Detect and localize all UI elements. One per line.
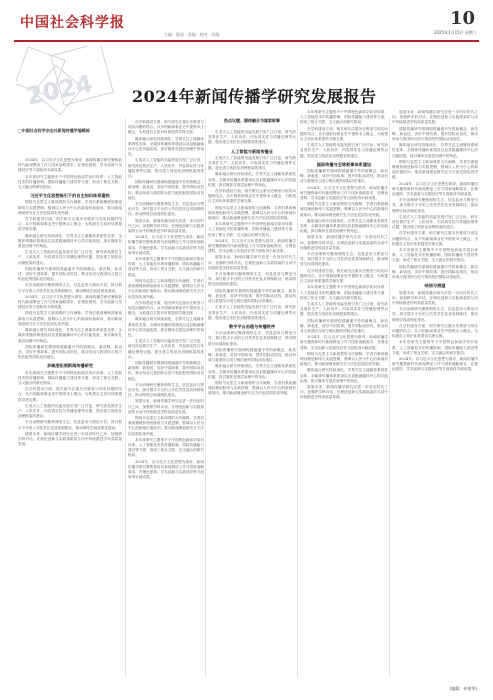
paragraph: 生成式人工智能的迅猛发展引发广泛讨论，研究涉及算法生产、人机协作、内容真实性与传播伦理等议题，提出建立规范化治理框架的建议。 — [208, 155, 296, 171]
paragraph: 在学科建设方面，相关研究注重历史维度与现实问题的结合，从中国新闻事业史中提炼本土概念，为构建自主知识体系提供学理支撑。 — [18, 217, 122, 232]
paragraph: 围绕马克思主义新闻观的当代阐释，学者们系统梳理其理论脉络与实践逻辑，强调以人民为中心的新闻价值取向，推动新闻理论研究在方法论层面实现突破。 — [128, 415, 204, 436]
column-divider — [297, 118, 298, 678]
paragraph: 平台治理研究聚焦网络生态、信息茧房与舆论引导，探讨数字平台的公共性责任及其规制路径，推动网络空间清朗化建设。 — [300, 252, 388, 267]
paragraph: 国际传播研究强调构建融通中外的新概念、新范畴、新表述，讲好中国故事，提升国际话语权，推动形成与我国综合国力相匹配的国际话语地位。 — [300, 318, 388, 333]
page-number: 10 — [449, 8, 475, 29]
paragraph: 生成式人工智能的迅猛发展引发广泛讨论，研究涉及算法生产、人机协作、内容真实性与传播伦理等议题，提出建立规范化治理框架的建议。 — [18, 403, 122, 419]
paragraph: 围绕马克思主义新闻观的当代阐释，学者们系统梳理其理论脉络与实践逻辑，强调以人民为中心的新闻价值取向，推动新闻理论研究在方法论层面实现突破。 — [128, 278, 204, 299]
hero-year: 2024 — [23, 69, 95, 111]
paragraph: 生成式人工智能的迅猛发展引发广泛讨论，研究涉及算法生产、人机协作、内容真实性与传播伦理等议题，提出建立规范化治理框架的建议。 — [392, 214, 478, 230]
paragraph: 平台治理研究聚焦网络生态、信息茧房与舆论引导，探讨数字平台的公共性责任及其规制路径，推动网络空间清朗化建设。 — [208, 272, 296, 287]
newspaper-title: 中国社会科学报 — [20, 15, 125, 31]
paragraph: 生成式人工智能的迅猛发展引发广泛讨论，研究涉及算法生产、人机协作、内容真实性与传播伦理等议题，提出建立规范化治理框架的建议。 — [208, 305, 296, 320]
paragraph: 平台治理研究聚焦网络生态、信息茧房与舆论引导，探讨数字平台的公共性责任及其规制路径，推动网络空间清朗化建设。 — [208, 331, 296, 346]
article-author: □中国社会科学杂志社新闻传播学编辑部 — [18, 128, 90, 133]
body-column-1 — [18, 158, 122, 678]
paragraph: 平台治理研究聚焦网络生态、信息茧房与舆论引导，探讨数字平台的公共性责任及其规制路径，推动网络空间清朗化建设。 — [18, 420, 122, 430]
paragraph: 本年度研究主题集中于中国特色新闻学知识体系、人工智能技术的传播影响、国际传播能力建设等方面，形成了相互关联、交叉融合的研究格局。 — [392, 248, 478, 263]
paragraph: 生成式人工智能的迅猛发展引发广泛讨论，研究涉及算法生产、人机协作、内容真实性与传播伦理等议题，提出建立规范化治理框架的建议。 — [128, 158, 204, 179]
paragraph: 平台治理研究聚焦网络生态、信息茧房与舆论引导，探讨数字平台的公共性责任及其规制路径，推动网络空间清朗化建设。 — [18, 283, 122, 293]
paragraph: 2024年，以习近平文化思想为指导，新闻传播学研究聚焦新时代新闻舆论工作与国家战略需求，在理论建构、学术创新与实践回应等方面取得丰硕成果。 — [208, 238, 296, 254]
paragraph: 围绕马克思主义新闻观的当代阐释，学者们系统梳理其理论脉络与实践逻辑，强调以人民为中心的新闻价值取向，推动新闻理论研究在方法论层面实现突破。 — [18, 311, 122, 326]
paragraph: 在学科建设方面，相关研究注重历史维度与现实问题的结合，从中国新闻事业史中提炼本土概念，为构建自主知识体系提供学理支撑。 — [128, 120, 204, 135]
paragraph: 展望未来，新闻传播学研究应进一步回应时代之问，加强跨学科对话，在理论创新与实践探索的互动中持续推进学科高质量发展。 — [300, 384, 388, 400]
paragraph: 媒体融合研究持续深化，学界关注主流媒体系统性变革、全媒体传播体系建设以及县级融媒体中心的功能拓展，探讨媒体在基层治理中的角色。 — [208, 364, 296, 379]
paragraph: 国际传播研究强调构建融通中外的新概念、新范畴、新表述，讲好中国故事，提升国际话语权，推动形成与我国综合国力相匹配的国际话语地位。 — [300, 169, 388, 184]
paragraph: 媒体融合研究持续深化，学界关注主流媒体系统性变革、全媒体传播体系建设以及县级融媒体中心的功能拓展，探讨媒体在基层治理中的角色。 — [128, 317, 204, 337]
paragraph: 国际传播研究强调构建融通中外的新概念、新范畴、新表述，讲好中国故事，提升国际话语权，推动形成与我国综合国力相匹配的国际话语地位。 — [208, 347, 296, 363]
paragraph: 生成式人工智能的迅猛发展引发广泛讨论，研究涉及算法生产、人机协作、内容真实性与传播伦理等议题，提出建立规范化治理框架的建议。 — [300, 301, 388, 317]
section-heading: 多维度拓展新闻传播研究 — [46, 363, 94, 369]
paragraph: 本年度研究主题集中于中国特色新闻学知识体系、人工智能技术的传播影响、国际传播能力建设等方面，形成了相互关联、交叉融合的研究格局。 — [392, 340, 478, 355]
paragraph: 本年度研究主题集中于中国特色新闻学知识体系、人工智能技术的传播影响、国际传播能力建设等方面，形成了相互关联、交叉融合的研究格局。 — [128, 437, 204, 458]
paragraph: 国际传播研究强调构建融通中外的新概念、新范畴、新表述，讲好中国故事，提升国际话语权，推动形成与我国综合国力相匹配的国际话语地位。 — [18, 344, 122, 360]
paragraph: 2024年，以习近平文化思想为指导，新闻传播学研究聚焦新时代新闻舆论工作与国家战略需求，在理论建构、学术创新与实践回应等方面取得丰硕成果。 — [392, 356, 478, 372]
paragraph: 本年度研究主题集中于中国特色新闻学知识体系、人工智能技术的传播影响、国际传播能力建设等方面，形成了相互关联、交叉融合的研究格局。 — [300, 285, 388, 300]
masthead — [14, 6, 479, 38]
issue-date: 2025年1月15日 星期三 — [433, 30, 477, 35]
section-heading: 数字平台治理与传播秩序 — [228, 323, 276, 329]
paragraph: 媒体融合研究持续深化，学界关注主流媒体系统性变革、全媒体传播体系建设以及县级融媒体中心的功能拓展，探讨媒体在基层治理中的角色。 — [392, 143, 478, 158]
paragraph: 围绕马克思主义新闻观的当代阐释，学者们系统梳理其理论脉络与实践逻辑，强调以人民为中心的新闻价值取向，推动新闻理论研究在方法论层面实现突破。 — [300, 351, 388, 367]
paragraph: 国际传播研究强调构建融通中外的新概念、新范畴、新表述，讲好中国故事，提升国际话语权，推动形成与我国综合国力相匹配的国际话语地位。 — [128, 360, 204, 381]
body-column-4 — [300, 110, 388, 680]
paragraph: 围绕马克思主义新闻观的当代阐释，学者们系统梳理其理论脉络与实践逻辑，强调以人民为中心的新闻价值取向，推动新闻理论研究在方法论层面实现突破。 — [208, 205, 296, 221]
paragraph: 媒体融合研究持续深化，学界关注主流媒体系统性变革、全媒体传播体系建设以及县级融媒体中心的功能拓展，探讨媒体在基层治理中的角色。 — [18, 328, 122, 343]
paragraph: 2024年，以习近平文化思想为指导，新闻传播学研究聚焦新时代新闻舆论工作与国家战略需求，在理论建构、学术创新与实践回应等方面取得丰硕成果。 — [300, 185, 388, 201]
section-byline: 热点议题、媒体融合与国家叙事 — [224, 118, 280, 123]
paragraph: 生成式人工智能的迅猛发展引发广泛讨论，研究涉及算法生产、人机协作、内容真实性与传播伦理等议题，提出建立规范化治理框架的建议。 — [208, 130, 296, 145]
paragraph: 在学科建设方面，相关研究注重历史维度与现实问题的结合，从中国新闻事业史中提炼本土概念，为构建自主知识体系提供学理支撑。 — [300, 126, 388, 142]
paragraph: 在学科建设方面，相关研究注重历史维度与现实问题的结合，从中国新闻事业史中提炼本土概念，为构建自主知识体系提供学理支撑。 — [392, 323, 478, 339]
paragraph: 平台治理研究聚焦网络生态、信息茧房与舆论引导，探讨数字平台的公共性责任及其规制路径，推动网络空间清朗化建设。 — [128, 382, 204, 398]
paragraph: 国际传播研究强调构建融通中外的新概念、新范畴、新表述，讲好中国故事，提升国际话语权，推动形成与我国综合国力相匹配的国际话语地位。 — [18, 266, 122, 282]
paragraph: 围绕马克思主义新闻观的当代阐释，学者们系统梳理其理论脉络与实践逻辑，强调以人民为中心的新闻价值取向，推动新闻理论研究在方法论层面实现突破。 — [392, 159, 478, 180]
hero-graphic — [16, 46, 120, 122]
paragraph: 在学科建设方面，相关研究注重历史维度与现实问题的结合，从中国新闻事业史中提炼本土概念，为构建自主知识体系提供学理支撑。 — [392, 231, 478, 246]
paragraph: 生成式人工智能的迅猛发展引发广泛讨论，研究涉及算法生产、人机协作、内容真实性与传播伦理等议题，提出建立规范化治理框架的建议。 — [128, 339, 204, 359]
paragraph: 媒体融合研究持续深化，学界关注主流媒体系统性变革、全媒体传播体系建设以及县级融媒体中心的功能拓展，探讨媒体在基层治理中的角色。 — [18, 233, 122, 249]
paragraph: 2024年，以习近平文化思想为指导，新闻传播学研究聚焦新时代新闻舆论工作与国家战略需求，在理论建构、学术创新与实践回应等方面取得丰硕成果。 — [18, 158, 122, 173]
paragraph: 围绕马克思主义新闻观的当代阐释，学者们系统梳理其理论脉络与实践逻辑，强调以人民为中心的新闻价值取向，推动新闻理论研究在方法论层面实现突破。 — [300, 202, 388, 217]
paragraph: 在学科建设方面，相关研究注重历史维度与现实问题的结合，从中国新闻事业史中提炼本土概念，为构建自主知识体系提供学理支撑。 — [18, 387, 122, 402]
paragraph: 本年度研究主题集中于中国特色新闻学知识体系、人工智能技术的传播影响、国际传播能力建设等方面，形成了相互关联、交叉融合的研究格局。 — [300, 110, 388, 125]
paragraph: 媒体融合研究持续深化，学界关注主流媒体系统性变革、全媒体传播体系建设以及县级融媒体中心的功能拓展，探讨媒体在基层治理中的角色。 — [208, 172, 296, 187]
paragraph: 在学科建设方面，相关研究注重历史维度与现实问题的结合，从中国新闻事业史中提炼本土概念，为构建自主知识体系提供学理支撑。 — [128, 300, 204, 316]
paragraph: 2024年，以习近平文化思想为指导，新闻传播学研究聚焦新时代新闻舆论工作与国家战略需求，在理论建构、学术创新与实践回应等方面取得丰硕成果。 — [392, 181, 478, 197]
paragraph: 2024年，以习近平文化思想为指导，新闻传播学研究聚焦新时代新闻舆论工作与国家战略需求，在理论建构、学术创新与实践回应等方面取得丰硕成果。 — [128, 459, 204, 480]
masthead-meta: 主编 · 版面 · 责编 · 校对 · 美编 — [164, 32, 220, 37]
paragraph: 本年度研究主题集中于中国特色新闻学知识体系、人工智能技术的传播影响、国际传播能力建设等方面，形成了相互关联、交叉融合的研究格局。 — [18, 174, 122, 190]
paragraph: 展望未来，新闻传播学研究应进一步回应时代之问，加强跨学科对话，在理论创新与实践探索的互动中持续推进学科高质量发展。 — [392, 110, 478, 125]
paragraph: 展望未来，新闻传播学研究应进一步回应时代之问，加强跨学科对话，在理论创新与实践探索的互动中持续推进学科高质量发展。 — [18, 431, 122, 447]
paragraph: 在学科建设方面，相关研究注重历史维度与现实问题的结合，从中国新闻事业史中提炼本土概念，为构建自主知识体系提供学理支撑。 — [300, 268, 388, 284]
paragraph: 展望未来，新闻传播学研究应进一步回应时代之问，加强跨学科对话，在理论创新与实践探索的互动中持续推进学科高质量发展。 — [300, 235, 388, 250]
section-heading: 习近平文化思想指引下的自主知识体系建构 — [30, 193, 110, 199]
editor-credit: (编辑：何建华) — [449, 686, 477, 691]
column-divider — [205, 118, 206, 678]
paragraph: 平台治理研究聚焦网络生态、信息茧房与舆论引导，探讨数字平台的公共性责任及其规制路径，推动网络空间清朗化建设。 — [392, 198, 478, 213]
paragraph: 2024年，以习近平文化思想为指导，新闻传播学研究聚焦新时代新闻舆论工作与国家战略需求，在理论建构、学术创新与实践回应等方面取得丰硕成果。 — [18, 294, 122, 310]
section-heading: 结语与展望 — [424, 283, 446, 289]
paragraph: 媒体融合研究持续深化，学界关注主流媒体系统性变革、全媒体传播体系建设以及县级融媒体中心的功能拓展，探讨媒体在基层治理中的角色。 — [300, 368, 388, 383]
paragraph: 本年度研究主题集中于中国特色新闻学知识体系、人工智能技术的传播影响、国际传播能力建设等方面，形成了相互关联、交叉融合的研究格局。 — [208, 222, 296, 237]
masthead-rule — [14, 40, 479, 42]
paragraph: 平台治理研究聚焦网络生态、信息茧房与舆论引导，探讨数字平台的公共性责任及其规制路径，推动网络空间清朗化建设。 — [128, 202, 204, 217]
paragraph: 展望未来，新闻传播学研究应进一步回应时代之问，加强跨学科对话，在理论创新与实践探索的互动中持续推进学科高质量发展。 — [128, 218, 204, 234]
paragraph: 在学科建设方面，相关研究注重历史维度与现实问题的结合，从中国新闻事业史中提炼本土概念，为构建自主知识体系提供学理支撑。 — [208, 189, 296, 204]
paragraph: 媒体融合研究持续深化，学界关注主流媒体系统性变革、全媒体传播体系建设以及县级融媒体中心的功能拓展，探讨媒体在基层治理中的角色。 — [128, 136, 204, 157]
section-heading: 人工智能与新闻传播业 — [231, 148, 273, 154]
body-column-2 — [128, 120, 204, 680]
section-heading: 国际传播与全球叙事体系建设 — [316, 161, 372, 167]
body-column-3 — [208, 130, 296, 700]
paragraph: 2024年，以习近平文化思想为指导，新闻传播学研究聚焦新时代新闻舆论工作与国家战略需求，在理论建构、学术创新与实践回应等方面取得丰硕成果。 — [300, 335, 388, 350]
paragraph: 本年度研究主题集中于中国特色新闻学知识体系、人工智能技术的传播影响、国际传播能力建设等方面，形成了相互关联、交叉融合的研究格局。 — [18, 370, 122, 385]
paragraph: 国际传播研究强调构建融通中外的新概念、新范畴、新表述，讲好中国故事，提升国际话语权，推动形成与我国综合国力相匹配的国际话语地位。 — [392, 126, 478, 142]
column-divider — [125, 118, 126, 678]
article-title: 2024年新闻传播学研究发展报告 — [132, 87, 377, 106]
paragraph: 平台治理研究聚焦网络生态、信息茧房与舆论引导，探讨数字平台的公共性责任及其规制路径，推动网络空间清朗化建设。 — [392, 307, 478, 322]
paragraph: 生成式人工智能的迅猛发展引发广泛讨论，研究涉及算法生产、人机协作、内容真实性与传播伦理等议题，提出建立规范化治理框架的建议。 — [300, 143, 388, 158]
paragraph: 本年度研究主题集中于中国特色新闻学知识体系、人工智能技术的传播影响、国际传播能力建设等方面，形成了相互关联、交叉融合的研究格局。 — [128, 257, 204, 277]
paragraph: 国际传播研究强调构建融通中外的新概念、新范畴、新表述，讲好中国故事，提升国际话语权，推动形成与我国综合国力相匹配的国际话语地位。 — [392, 264, 478, 280]
paragraph: 围绕马克思主义新闻观的当代阐释，学者们系统梳理其理论脉络与实践逻辑，强调以人民为中心的新闻价值取向，推动新闻理论研究在方法论层面实现突破。 — [18, 200, 122, 215]
paragraph: 展望未来，新闻传播学研究应进一步回应时代之问，加强跨学科对话，在理论创新与实践探索的互动中持续推进学科高质量发展。 — [392, 290, 478, 305]
paragraph: 展望未来，新闻传播学研究应进一步回应时代之问，加强跨学科对话，在理论创新与实践探索的互动中持续推进学科高质量发展。 — [128, 399, 204, 414]
paragraph: 围绕马克思主义新闻观的当代阐释，学者们系统梳理其理论脉络与实践逻辑，强调以人民为中心的新闻价值取向，推动新闻理论研究在方法论层面实现突破。 — [208, 380, 296, 396]
paragraph: 国际传播研究强调构建融通中外的新概念、新范畴、新表述，讲好中国故事，提升国际话语权，推动形成与我国综合国力相匹配的国际话语地位。 — [208, 288, 296, 304]
body-column-5 — [392, 110, 478, 680]
paragraph: 展望未来，新闻传播学研究应进一步回应时代之问，加强跨学科对话，在理论创新与实践探索的互动中持续推进学科高质量发展。 — [208, 255, 296, 270]
paragraph: 生成式人工智能的迅猛发展引发广泛讨论，研究涉及算法生产、人机协作、内容真实性与传播伦理等议题，提出建立规范化治理框架的建议。 — [18, 250, 122, 265]
column-divider — [389, 118, 390, 678]
paragraph: 国际传播研究强调构建融通中外的新概念、新范畴、新表述，讲好中国故事，提升国际话语权，推动形成与我国综合国力相匹配的国际话语地位。 — [128, 180, 204, 200]
paragraph: 2024年，以习近平文化思想为指导，新闻传播学研究聚焦新时代新闻舆论工作与国家战略需求，在理论建构、学术创新与实践回应等方面取得丰硕成果。 — [128, 235, 204, 255]
paragraph: 媒体融合研究持续深化，学界关注主流媒体系统性变革、全媒体传播体系建设以及县级融媒体中心的功能拓展，探讨媒体在基层治理中的角色。 — [300, 218, 388, 234]
